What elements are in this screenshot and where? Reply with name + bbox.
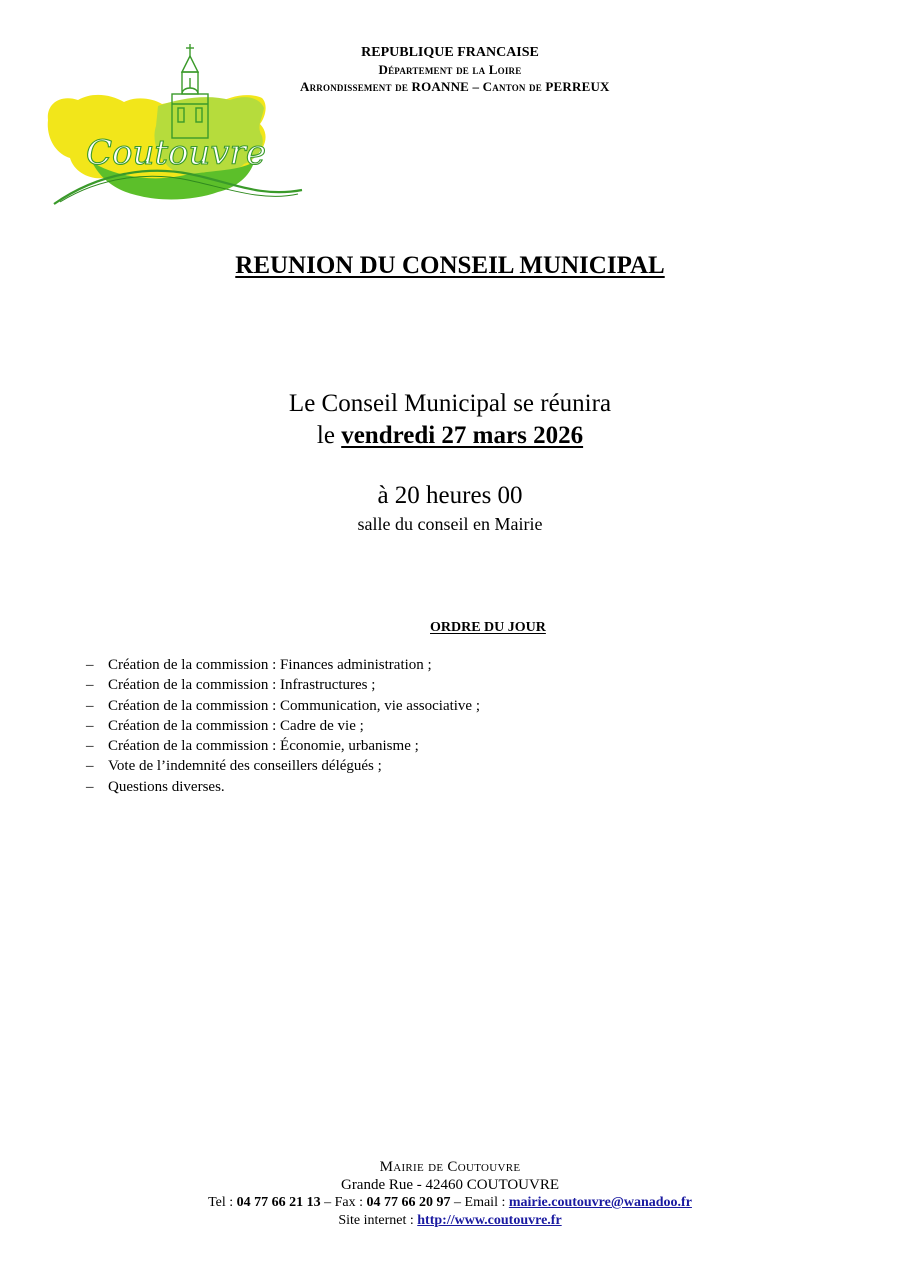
agenda-item: – Création de la commission : Finances administration ; [86, 655, 480, 675]
meeting-time: à 20 heures 00 [377, 482, 523, 509]
header-arrondissement [300, 78, 610, 95]
logo-text: Coutouvre [86, 133, 266, 173]
coutouvre-logo [40, 42, 308, 212]
agenda-item: – Création de la commission : Infrastructures ; [86, 675, 480, 695]
meeting-announcement [0, 388, 900, 452]
announcement-line2 [0, 420, 900, 452]
coutouvre-logo-graphic [40, 42, 308, 212]
announcement-line1: Le Conseil Municipal se réunira [288, 390, 612, 417]
footer-site-link[interactable]: http://www.coutouvre.fr [417, 1213, 562, 1228]
header-canton-label: – Canton de [469, 79, 546, 94]
agenda-item: – Création de la commission : Communication, vie associative ; [86, 696, 480, 716]
agenda-item: – Création de la commission : Cadre de vie ; [86, 716, 480, 736]
header-roanne: ROANNE [411, 79, 470, 94]
footer-fax: 04 77 66 20 97 [366, 1195, 451, 1210]
footer-mairie: Mairie de Coutouvre [379, 1159, 521, 1175]
agenda-item: – Vote de l’indemnité des conseillers délégués ; [86, 756, 480, 776]
meeting-place: salle du conseil en Mairie [357, 514, 543, 534]
footer-email-link[interactable]: mairie.coutouvre@wanadoo.fr [508, 1195, 692, 1210]
header-block [300, 44, 610, 95]
footer [0, 1158, 900, 1230]
footer-contact [0, 1194, 900, 1212]
footer-email-label: – Email : [450, 1195, 509, 1210]
agenda-list [86, 655, 480, 797]
footer-fax-label: – Fax : [320, 1195, 367, 1210]
footer-address: Grande Rue - 42460 COUTOUVRE [340, 1177, 560, 1193]
header-departement: Département de la Loire [378, 62, 522, 77]
header-arrondissement-prefix: Arrondissement de [300, 79, 412, 94]
footer-site-label: Site internet : [338, 1213, 418, 1228]
agenda-item: – Création de la commission : Économie, urbanisme ; [86, 736, 480, 756]
footer-site [0, 1212, 900, 1230]
header-perreux: PERREUX [545, 79, 610, 94]
footer-tel: 04 77 66 21 13 [236, 1195, 321, 1210]
footer-tel-label: Tel : [208, 1195, 237, 1210]
agenda-item: – Questions diverses. [86, 777, 480, 797]
agenda-title: ORDRE DU JOUR [430, 620, 546, 635]
document-title: REUNION DU CONSEIL MUNICIPAL [235, 252, 665, 279]
header-republique: REPUBLIQUE FRANCAISE [361, 45, 539, 60]
announcement-le: le [316, 422, 342, 449]
meeting-date: vendredi 27 mars 2026 [341, 422, 584, 449]
